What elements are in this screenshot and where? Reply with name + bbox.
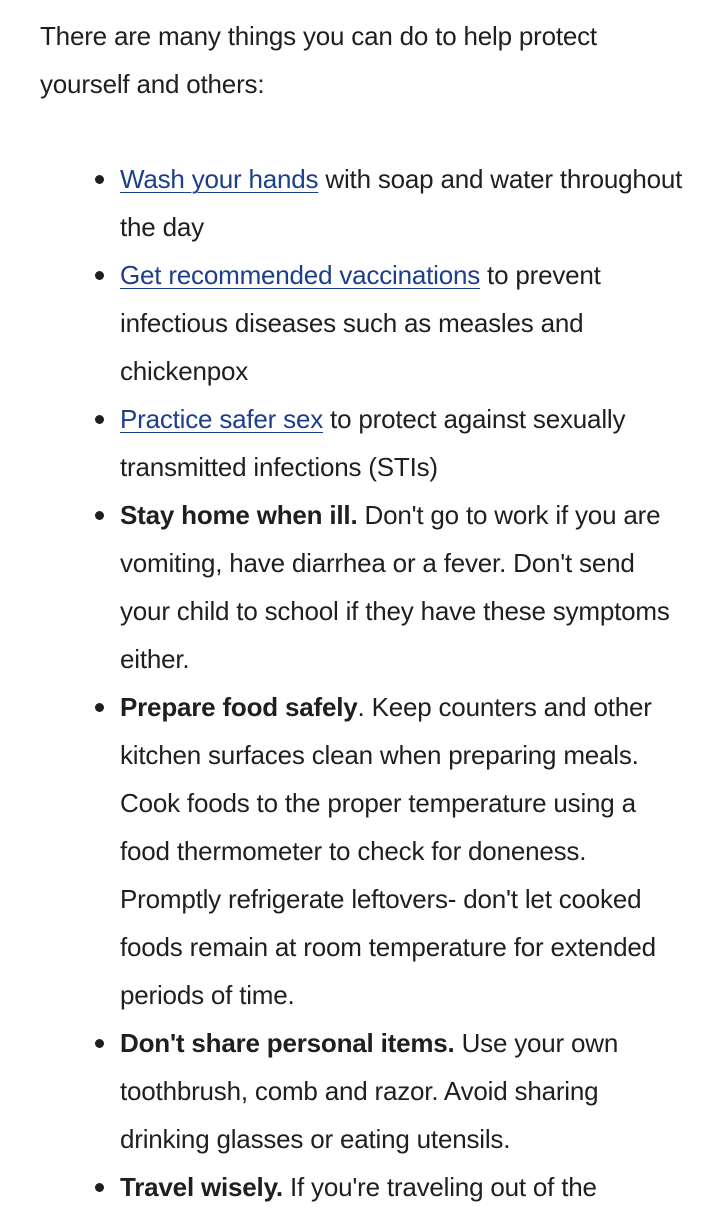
list-item-heading: Don't share personal items. bbox=[120, 1028, 455, 1058]
bullet-icon bbox=[95, 703, 104, 712]
bullet-icon bbox=[95, 1039, 104, 1048]
intro-paragraph: There are many things you can do to help protect yourself and others: bbox=[40, 21, 597, 99]
list-item-text: Use your own toothbrush, comb and razor. Avoid sharing drinking glasses or eating utensils. bbox=[120, 1028, 619, 1154]
list-item-stay-home bbox=[120, 491, 690, 683]
safer-sex-link[interactable]: Practice safer sex bbox=[120, 404, 324, 434]
list-item-heading: Stay home when ill. bbox=[120, 500, 358, 530]
bullet-icon bbox=[95, 415, 104, 424]
list-item-text: to prevent infectious diseases such as measles and chickenpox bbox=[120, 260, 601, 386]
list-item-text: Don't go to work if you are vomiting, have diarrhea or a fever. Don't send your child to school if they have these symptoms either. bbox=[120, 500, 670, 674]
list-item-text: to protect against sexually transmitted infections (STIs) bbox=[120, 404, 626, 482]
article-content bbox=[40, 12, 690, 1211]
list-item-text: . Keep counters and other kitchen surfaces clean when preparing meals. Cook foods to the proper temperature using a food thermometer to check for doneness. Promptly refrigerate leftovers- don't let cooked foods remain at room temperature for extended periods of time. bbox=[120, 692, 656, 1010]
list-item-travel bbox=[120, 1163, 690, 1211]
list-item-heading: Travel wisely. bbox=[120, 1172, 283, 1202]
list-item-personal-items bbox=[120, 1019, 690, 1163]
list-item-vaccinations bbox=[120, 251, 690, 395]
bullet-icon bbox=[95, 175, 104, 184]
list-item-wash-hands bbox=[120, 155, 690, 251]
vaccinations-link[interactable]: Get recommended vaccinations bbox=[120, 260, 481, 290]
list-item-text: with soap and water throughout the day bbox=[120, 164, 683, 242]
list-item-text: If you're traveling out of the bbox=[282, 1172, 597, 1202]
bullet-icon bbox=[95, 511, 104, 520]
list-item-safer-sex bbox=[120, 395, 690, 491]
bullet-icon bbox=[95, 1183, 104, 1192]
wash-hands-link[interactable]: Wash your hands bbox=[120, 164, 319, 194]
list-item-prepare-food bbox=[120, 683, 690, 1019]
list-item-heading: Prepare food safely bbox=[120, 692, 358, 722]
bullet-icon bbox=[95, 271, 104, 280]
prevention-tips-list bbox=[40, 155, 690, 1211]
